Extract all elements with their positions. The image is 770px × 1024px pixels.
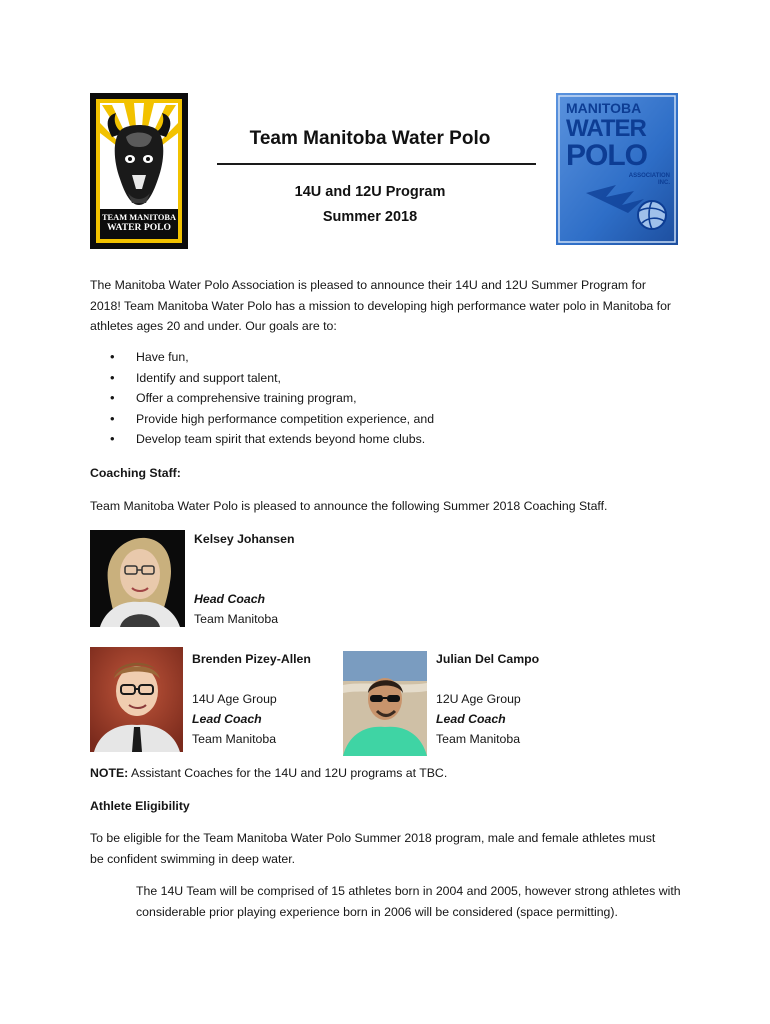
eligibility-heading: Athlete Eligibility: [90, 799, 190, 813]
coach-photo-julian: [343, 651, 427, 756]
coaching-staff-heading: Coaching Staff:: [90, 466, 181, 480]
coach-role: Lead Coach: [436, 712, 506, 726]
title-divider: [217, 163, 536, 165]
coach-name: Julian Del Campo: [436, 652, 540, 666]
coach-name: Kelsey Johansen: [194, 532, 295, 546]
team-manitoba-logo: [90, 93, 188, 249]
coaching-staff-intro: Team Manitoba Water Polo is pleased to announce the following Summer 2018 Coaching Staff.: [90, 499, 608, 513]
coach-role: Head Coach: [194, 592, 266, 606]
coach-role: Lead Coach: [192, 712, 262, 726]
portrait-icon: [343, 651, 427, 756]
note-label: NOTE:: [90, 766, 129, 780]
note-text: Assistant Coaches for the 14U and 12U programs at TBC.: [128, 766, 448, 780]
list-item: • Develop team spirit that extends beyond home clubs.: [90, 429, 434, 450]
list-item: • Provide high performance competition experience, and: [90, 409, 434, 430]
intro-paragraph: The Manitoba Water Polo Association is pleased to announce their 14U and 12U Summer Program for 2018! Team Manitoba Water Polo has a mission to developing high performance water polo in Manitoba for athletes ages 20 and under. Our goals are to:: [90, 278, 672, 333]
eligibility-paragraph: To be eligible for the Team Manitoba Water Polo Summer 2018 program, male and female athletes must be confident swimming in deep water.: [90, 831, 656, 866]
eligibility-14u-paragraph: The 14U Team will be comprised of 15 athletes born in 2004 and 2005, however strong athletes with considerable prior playing experience born in 2006 will be considered (space permitting).: [136, 884, 681, 919]
logo-right-subtext: ASSOCIATION INC.: [628, 173, 670, 186]
portrait-icon: [90, 530, 185, 627]
goals-list: [90, 347, 434, 450]
coach-group: 12U Age Group: [436, 692, 521, 706]
list-item: • Have fun,: [90, 347, 434, 368]
list-item: • Offer a comprehensive training program,: [90, 388, 434, 409]
assistant-coaches-note: [90, 763, 690, 784]
page-subtitle: 14U and 12U Program Summer 2018: [294, 184, 446, 225]
coach-photo-kelsey: [90, 530, 185, 627]
coach-team: Team Manitoba: [436, 732, 521, 746]
logo-right-text: MANITOBA WATER POLO: [566, 100, 648, 172]
coach-photo-brenden: [90, 647, 183, 752]
mwpa-logo: [556, 93, 678, 245]
list-item: • Identify and support talent,: [90, 368, 434, 389]
coach-name: Brenden Pizey-Allen: [192, 652, 311, 666]
coach-team: Team Manitoba: [192, 732, 277, 746]
coach-group: 14U Age Group: [192, 692, 277, 706]
portrait-icon: [90, 647, 183, 752]
logo-left-text: TEAM MANITOBA WATER POLO: [101, 213, 177, 233]
coach-team: Team Manitoba: [194, 612, 279, 626]
page-title: Team Manitoba Water Polo: [249, 128, 491, 149]
